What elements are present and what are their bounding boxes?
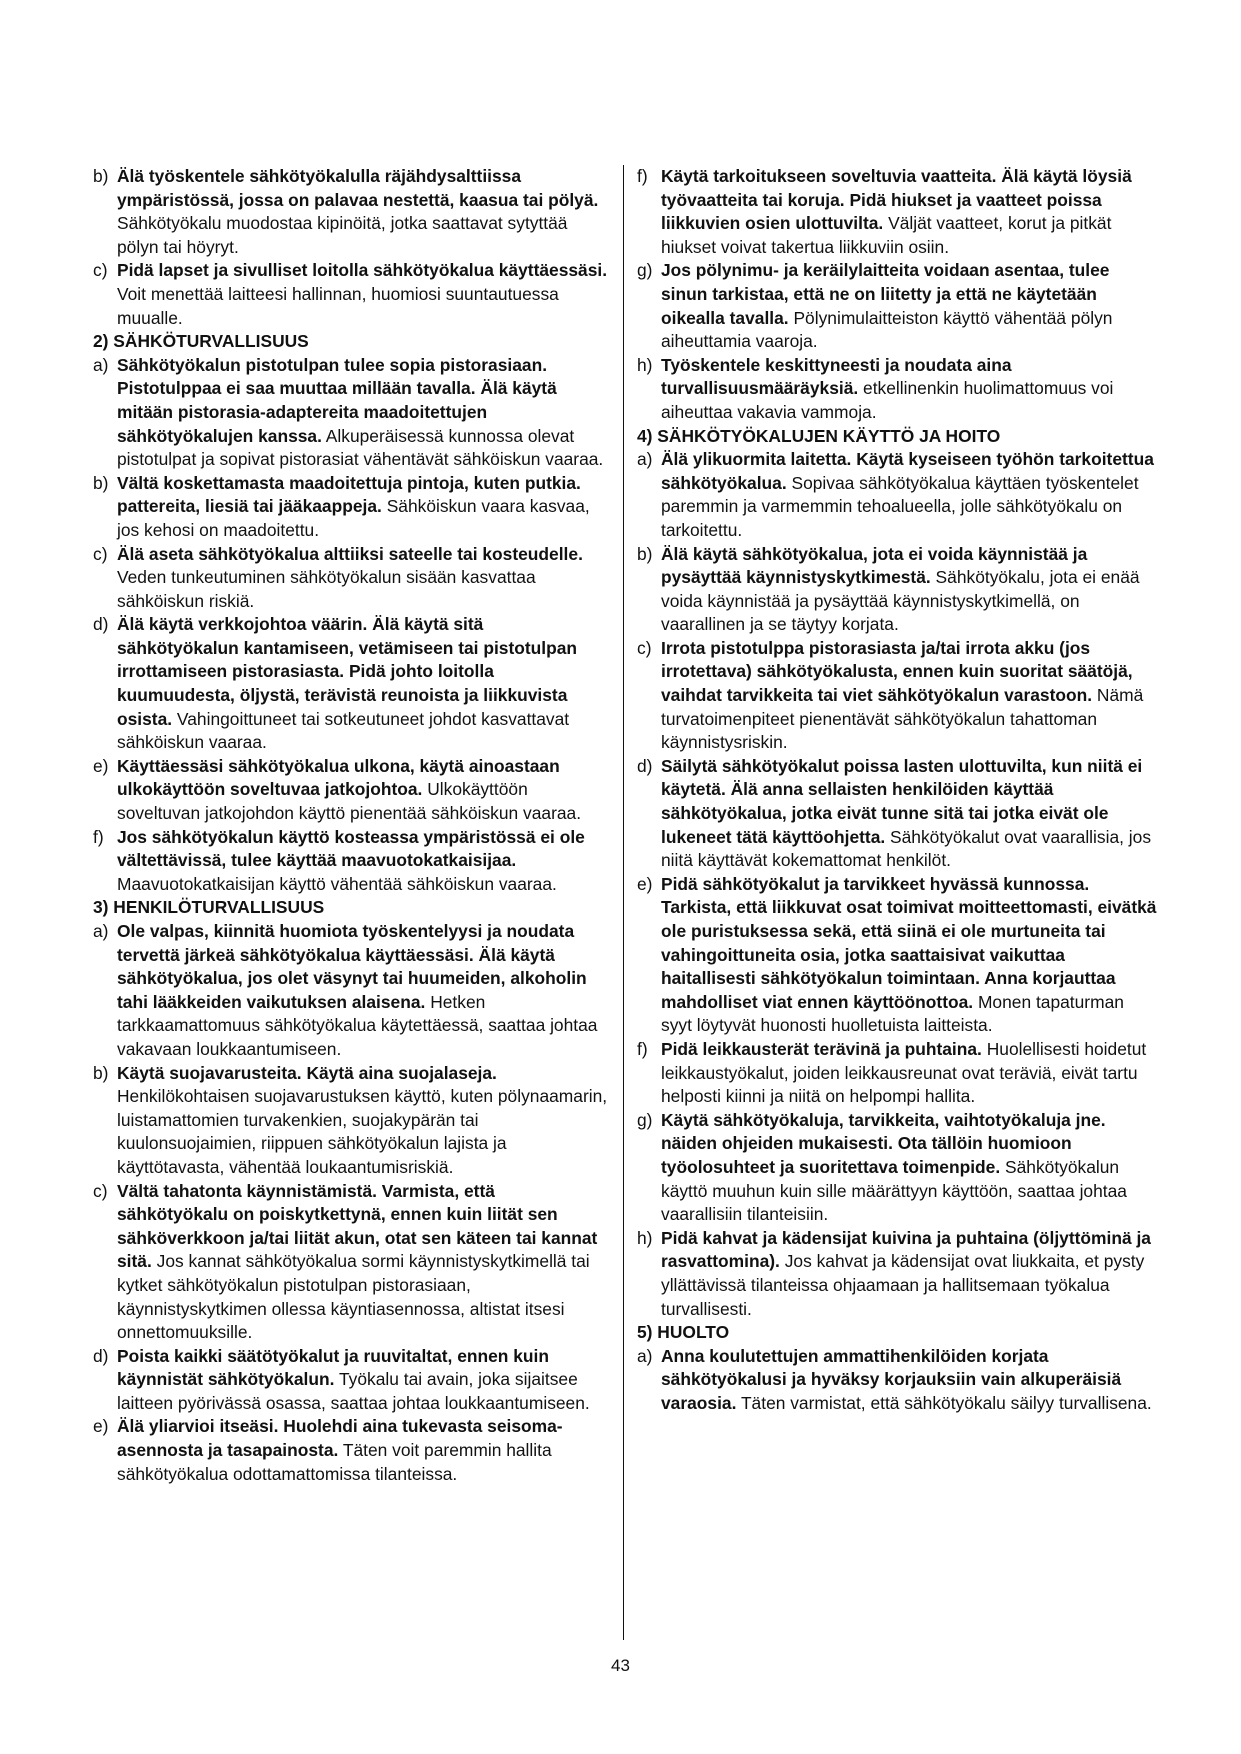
list-item xyxy=(637,755,1157,873)
item-text: Huolellisesti hoidetut leikkaustyökalut, joiden leikkausreunat ovat teräviä, eivät tartu helposti kiinni ja niitä on helpompi hallita. xyxy=(661,1038,1147,1107)
item-bold-text: Anna koulutettujen ammattihenkilöiden korjata sähkötyökalusi ja hyväksy korjauksiin vain alkuperäisiä varaosia. xyxy=(661,1345,1122,1413)
item-text: Veden tunkeutuminen sähkötyökalun sisään kasvattaa sähköiskun riskiä. xyxy=(117,567,536,611)
list-item xyxy=(637,354,1157,425)
item-text: Täten voit paremmin hallita sähkötyökalua odottamattomissa tilanteissa. xyxy=(117,1440,552,1484)
item-letter: g) xyxy=(637,1109,653,1130)
left-column xyxy=(93,165,608,1486)
item-bold-text: Vältä tahatonta käynnistämistä. Varmista, että sähkötyökalu on poiskytkettynä, ennen kuin liität sen sähköverkkoon ja/tai liität akun, otat sen käteen tai kannat sitä. xyxy=(117,1180,598,1272)
item-text: Hetken tarkkaamattomuus sähkötyökalua käytettäessä, saattaa johtaa vakavaan loukkaantumiseen. xyxy=(117,991,598,1059)
item-text: Täten varmistat, että sähkötyökalu säilyy turvallisena. xyxy=(736,1392,1152,1413)
item-letter: f) xyxy=(93,826,104,847)
list-item xyxy=(93,543,608,614)
item-text: Sähkötyökalun käyttö muuhun kuin sille määrättyyn käyttöön, saattaa johtaa vaarallisiin tilanteisiin. xyxy=(661,1156,1127,1225)
item-letter: c) xyxy=(637,637,652,658)
item-text: Sähköiskun vaara kasvaa, jos kehosi on maadoitettu. xyxy=(117,496,590,540)
item-letter: a) xyxy=(93,354,109,375)
item-text: Sopivaa sähkötyökalua käyttäen työskentelet paremmin ja varmemmin tehoalueella, jolle sähkötyökalu on tarkoitettu. xyxy=(661,472,1139,540)
list-item xyxy=(93,1180,608,1345)
list-item xyxy=(637,543,1157,637)
item-text: Monen tapaturman syyt löytyvät huonosti huolletuista laitteista. xyxy=(661,991,1124,1036)
item-text: etkellinenkin huolimattomuus voi aiheuttaa vakavia vammoja. xyxy=(661,378,1114,422)
item-bold-text: Poista kaikki säätötyökalut ja ruuvitaltat, ennen kuin käynnistät sähkötyökalun. xyxy=(117,1345,549,1390)
item-letter: d) xyxy=(93,614,109,635)
item-bold-text: Irrota pistotulppa pistorasiasta ja/tai irrota akku (jos irrotettava) sähkötyökalusta, ennen kuin suoritat säätöjä, vaihdat tarvikkeita tai viet sähkötyökalun varastoon. xyxy=(661,637,1133,706)
item-text: Alkuperäisessä kunnossa olevat pistotulpat ja sopivat pistorasiat vähentävät sähköiskun vaaraa. xyxy=(117,425,604,470)
item-letter: e) xyxy=(93,755,109,776)
section-heading: 3) HENKILÖTURVALLISUUS xyxy=(93,897,325,918)
list-item xyxy=(93,1415,608,1486)
list-item xyxy=(93,472,608,543)
item-bold-text: Käytä sähkötyökaluja, tarvikkeita, vaihtotyökaluja jne. näiden ohjeiden mukaisesti. Ota tällöin huomioon työolosuhteet ja suoritettava toimenpide. xyxy=(661,1109,1106,1177)
list-item xyxy=(93,165,608,259)
item-text: Sähkötyökalu, jota ei enää voida käynnistää ja pysäyttää käynnistyskytkimellä, on vaarallinen ja se täytyy korjata. xyxy=(661,567,1140,635)
item-letter: b) xyxy=(637,543,653,564)
list-item xyxy=(93,259,608,330)
item-letter: a) xyxy=(637,1345,653,1366)
item-bold-text: Älä aseta sähkötyökalua alttiiksi sateelle tai kosteudelle. xyxy=(117,543,583,564)
item-letter: f) xyxy=(637,1038,648,1059)
item-text: Työkalu tai avain, joka sijaitsee laitteen pyörivässä osassa, saattaa johtaa loukkaantumiseen. xyxy=(117,1369,590,1413)
item-bold-text: Käytä suojavarusteita. Käytä aina suojalaseja. xyxy=(117,1062,497,1083)
item-letter: a) xyxy=(637,449,653,470)
item-letter: c) xyxy=(93,543,108,564)
item-letter: a) xyxy=(93,921,109,941)
list-item xyxy=(637,165,1157,259)
item-letter: d) xyxy=(93,1345,109,1366)
item-bold-text: Älä käytä sähkötyökalua, jota ei voida käynnistää ja pysäyttää käynnistyskytkimestä. xyxy=(661,543,1088,588)
item-bold-text: Säilytä sähkötyökalut poissa lasten ulottuvilta, kun niitä ei käytetä. Älä anna sellaisten henkilöiden käyttää sähkötyökalua, jotka eivät tunne sitä tai jotka eivät ole lukeneet tätä käyttöohjetta. xyxy=(661,755,1143,847)
section-heading: 5) HUOLTO xyxy=(637,1322,730,1343)
list-item xyxy=(93,755,608,826)
page-number: 43 xyxy=(611,1656,630,1675)
list-item xyxy=(637,1109,1157,1227)
list-item xyxy=(637,259,1157,353)
item-bold-text: Käyttäessäsi sähkötyökalua ulkona, käytä ainoastaan ulkokäyttöön soveltuvaa jatkojohtoa. xyxy=(117,755,560,800)
item-bold-text: Älä yliarvioi itseäsi. Huolehdi aina tukevasta seisoma-asennosta ja tasapainosta. xyxy=(117,1416,563,1461)
item-letter: c) xyxy=(93,260,108,281)
item-text: Sähkötyökalut ovat vaarallisia, jos niitä käyttävät kokemattomat henkilöt. xyxy=(661,826,1152,871)
item-letter: b) xyxy=(93,1062,109,1083)
item-bold-text: Jos sähkötyökalun käyttö kosteassa ympäristössä ei ole vältettävissä, tulee käyttää maavuotokatkaisijaa. xyxy=(117,826,585,871)
item-letter: e) xyxy=(93,1416,109,1437)
item-letter: f) xyxy=(637,166,648,186)
column-divider xyxy=(623,165,624,1640)
item-text: Nämä turvatoimenpiteet pienentävät sähkötyökalun tahattoman käynnistysriskin. xyxy=(661,685,1144,753)
item-bold-text: Ole valpas, kiinnitä huomiota työskentelyysi ja noudata tervettä järkeä sähkötyökalua käyttäessäsi. Älä käytä sähkötyökalua, jos olet väsynyt tai huumeiden, alkoholin tahi lääkkeiden vaikutuksen alaisena. xyxy=(117,921,587,1012)
item-bold-text: Älä käytä verkkojohtoa väärin. Älä käytä sitä sähkötyökalun kantamiseen, vetämiseen tai pistotulpan irrottamiseen pistorasiasta. Pidä johto loitolla kuumuudesta, öljystä, terävistä reunoista ja liikkuvista osista. xyxy=(117,614,578,729)
item-letter: d) xyxy=(637,755,653,776)
list-item xyxy=(93,354,608,472)
item-bold-text: Älä työskentele sähkötyökalulla räjähdysalttiissa ympäristössä, jossa on palavaa nestettä, kaasua tai pölyä. xyxy=(117,166,599,210)
item-letter: e) xyxy=(637,873,653,894)
item-text: Henkilökohtaisen suojavarustuksen käyttö, kuten pölynaamarin, luistamattomien turvakenkien, suojakypärän tai kuulonsuojaimien, riippuen sähkötyökalun lajista ja käyttötavasta, vähentää loukaantumisriskiä. xyxy=(117,1086,608,1177)
item-text: Väljät vaatteet, korut ja pitkät hiukset voivat takertua liikkuviin osiin. xyxy=(661,213,1112,257)
list-item xyxy=(93,1345,608,1416)
list-item xyxy=(637,1227,1157,1321)
item-letter: c) xyxy=(93,1180,108,1201)
item-letter: h) xyxy=(637,354,653,375)
list-item xyxy=(93,826,608,897)
list-item xyxy=(637,873,1157,1038)
item-text: Voit menettää laitteesi hallinnan, huomiosi suuntautuessa muualle. xyxy=(117,283,559,328)
list-item xyxy=(637,448,1157,542)
item-bold-text: Jos pölynimu- ja keräilylaitteita voidaan asentaa, tulee sinun tarkistaa, että ne on liitetty ja että ne käytetään oikealla tavalla. xyxy=(661,260,1110,328)
item-bold-text: Pidä kahvat ja kädensijat kuivina ja puhtaina (öljyttöminä ja rasvattomina). xyxy=(661,1227,1151,1272)
item-text: Maavuotokatkaisijan käyttö vähentää sähköiskun vaaraa. xyxy=(117,873,557,894)
item-bold-text: Pidä leikkausterät terävinä ja puhtaina. xyxy=(661,1038,982,1059)
section-heading: 2) SÄHKÖTURVALLISUUS xyxy=(93,331,309,352)
list-item xyxy=(637,1345,1157,1416)
right-column xyxy=(637,165,1157,1415)
list-item xyxy=(93,920,608,1062)
item-text: Jos kannat sähkötyökalua sormi käynnistyskytkimellä tai kytket sähkötyökalun pistotulpan pistorasiaan, käynnistyskytkimen ollessa käyntiasennossa, altistat itsesi onnettomuuksille. xyxy=(117,1251,590,1343)
section-heading: 4) SÄHKÖTYÖKALUJEN KÄYTTÖ JA HOITO xyxy=(637,425,1001,446)
list-item xyxy=(93,613,608,755)
item-bold-text: Työskentele keskittyneesti ja noudata aina turvallisuusmääräyksiä. xyxy=(661,354,1012,399)
item-bold-text: Vältä koskettamasta maadoitettuja pintoja, kuten putkia. pattereita, liesiä tai jääkaappeja. xyxy=(117,472,581,517)
item-letter: b) xyxy=(93,166,109,186)
item-bold-text: Pidä sähkötyökalut ja tarvikkeet hyvässä kunnossa. Tarkista, että liikkuvat osat toimivat moitteettomasti, eivätkä ole puristuksessa sekä, että siinä ei ole murtuneita tai vahingoittuneita osia, jotka saattaisivat vaikuttaa haitallisesti sähkötyökalun toimintaan. Anna korjauttaa mahdolliset viat ennen käyttöönottoa. xyxy=(661,873,1157,1012)
item-bold-text: Pidä lapset ja sivulliset loitolla sähkötyökalua käyttäessäsi. xyxy=(117,260,608,281)
item-text: Vahingoittuneet tai sotkeutuneet johdot kasvattavat sähköiskun vaaraa. xyxy=(117,708,570,753)
list-item xyxy=(637,637,1157,755)
item-letter: b) xyxy=(93,472,109,493)
item-text: Ulkokäyttöön soveltuvan jatkojohdon käyttö pienentää sähköiskun vaaraa. xyxy=(117,779,582,824)
item-letter: g) xyxy=(637,260,653,281)
item-bold-text: Älä ylikuormita laitetta. Käytä kyseiseen työhön tarkoitettua sähkötyökalua. xyxy=(661,449,1154,493)
item-bold-text: Sähkötyökalun pistotulpan tulee sopia pistorasiaan. Pistotulppaa ei saa muuttaa millään tavalla. Älä käytä mitään pistorasia-adaptereita maadoitettujen sähkötyökalujen kanssa. xyxy=(117,354,557,446)
item-text: Sähkötyökalu muodostaa kipinöitä, jotka saattavat sytyttää pölyn tai höyryt. xyxy=(117,213,568,257)
list-item xyxy=(637,1038,1157,1109)
list-item xyxy=(93,1062,608,1180)
item-text: Jos kahvat ja kädensijat ovat liukkaita, et pysty yllättävissä tilanteissa ohjaamaan ja hallitsemaan työkalua turvallisesti. xyxy=(661,1251,1145,1319)
item-letter: h) xyxy=(637,1227,653,1248)
item-text: Pölynimulaitteiston käyttö vähentää pölyn aiheuttamia vaaroja. xyxy=(661,307,1113,352)
item-bold-text: Käytä tarkoitukseen soveltuvia vaatteita. Älä käytä löysiä työvaatteita tai koruja. Pidä hiukset ja vaatteet poissa liikkuvien osien ulottuvilta. xyxy=(661,166,1132,234)
